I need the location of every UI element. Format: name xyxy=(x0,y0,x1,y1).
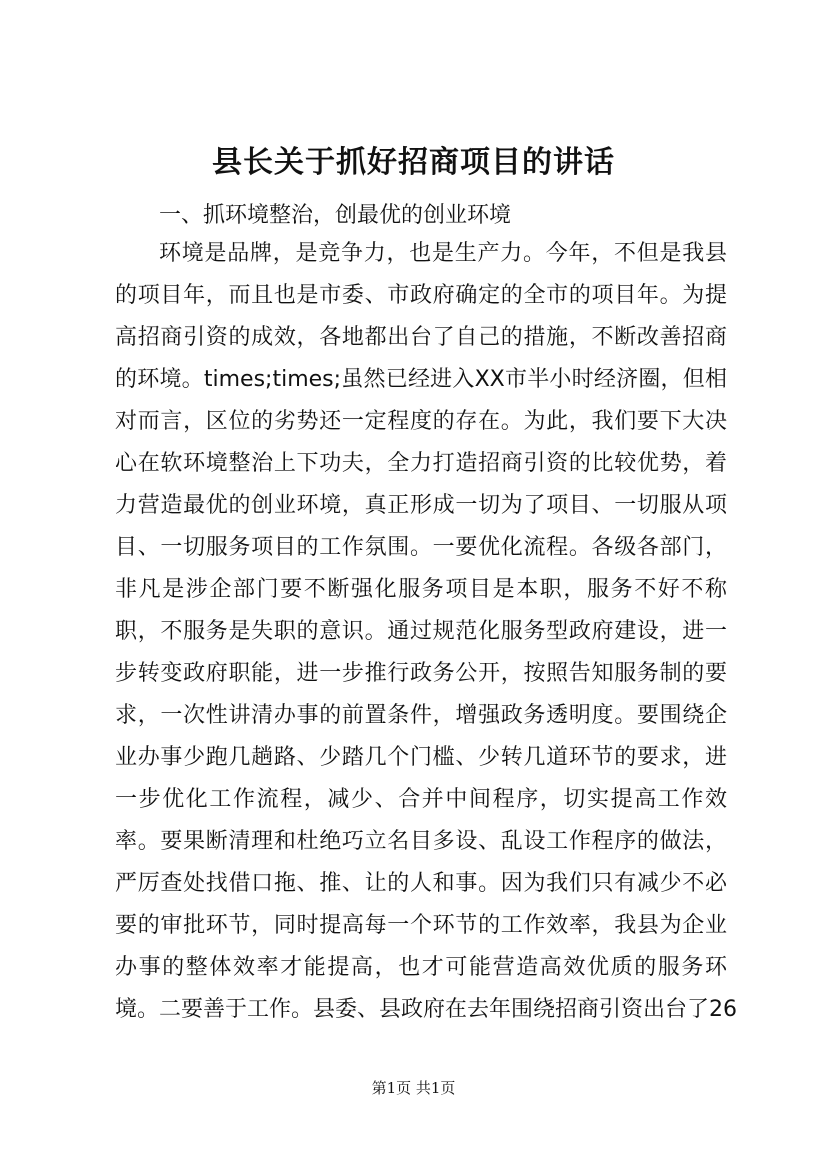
document-title: 县长关于抓好招商项目的讲话 xyxy=(212,145,615,180)
body-paragraph: 环境是品牌，是竞争力，也是生产力。今年，不但是我县的项目年，而且也是市委、市政府确定的全市的项目年。为提高招商引资的成效，各地都出台了自己的措施，不断改善招商的环境。times;times;虽然已经进入XX市半小时经济圈，但相对而言，区位的劣势还一定程度的存在。为此，我们要下大决心在软环境整治上下功夫，全力打造招商引资的比较优势，着力营造最优的创业环境，真正形成一切为了项目、一切服从项目、一切服务项目的工作氛围。一要优化流程。各级各部门，非凡是涉企部门要不断强化服务项目是本职，服务不好不称职，不服务是失职的意识。通过规范化服务型政府建设，进一步转变政府职能，进一步推行政务公开，按照告知服务制的要求，一次性讲清办事的前置条件，增强政务透明度。要围绕企业办事少跑几趟路、少踏几个门槛、少转几道环节的要求，进一步优化工作流程，减少、合并中间程序，切实提高工作效率。要果断清理和杜绝巧立名目多设、乱设工作程序的做法，严厉查处找借口拖、推、让的人和事。因为我们只有减少不必要的审批环节，同时提高每一个环节的工作效率，我县为企业办事的整体效率才能提高，也才可能营造高效优质的服务环境。 xyxy=(115,241,727,1022)
body-paragraph: 二要善于工作。县委、县政府在去年围绕招商引资出台了26 xyxy=(159,997,737,1022)
section-heading: 一、抓环境整治，创最优的创业环境 xyxy=(159,203,512,228)
page-number: 第1页 共1页 xyxy=(371,1079,456,1097)
